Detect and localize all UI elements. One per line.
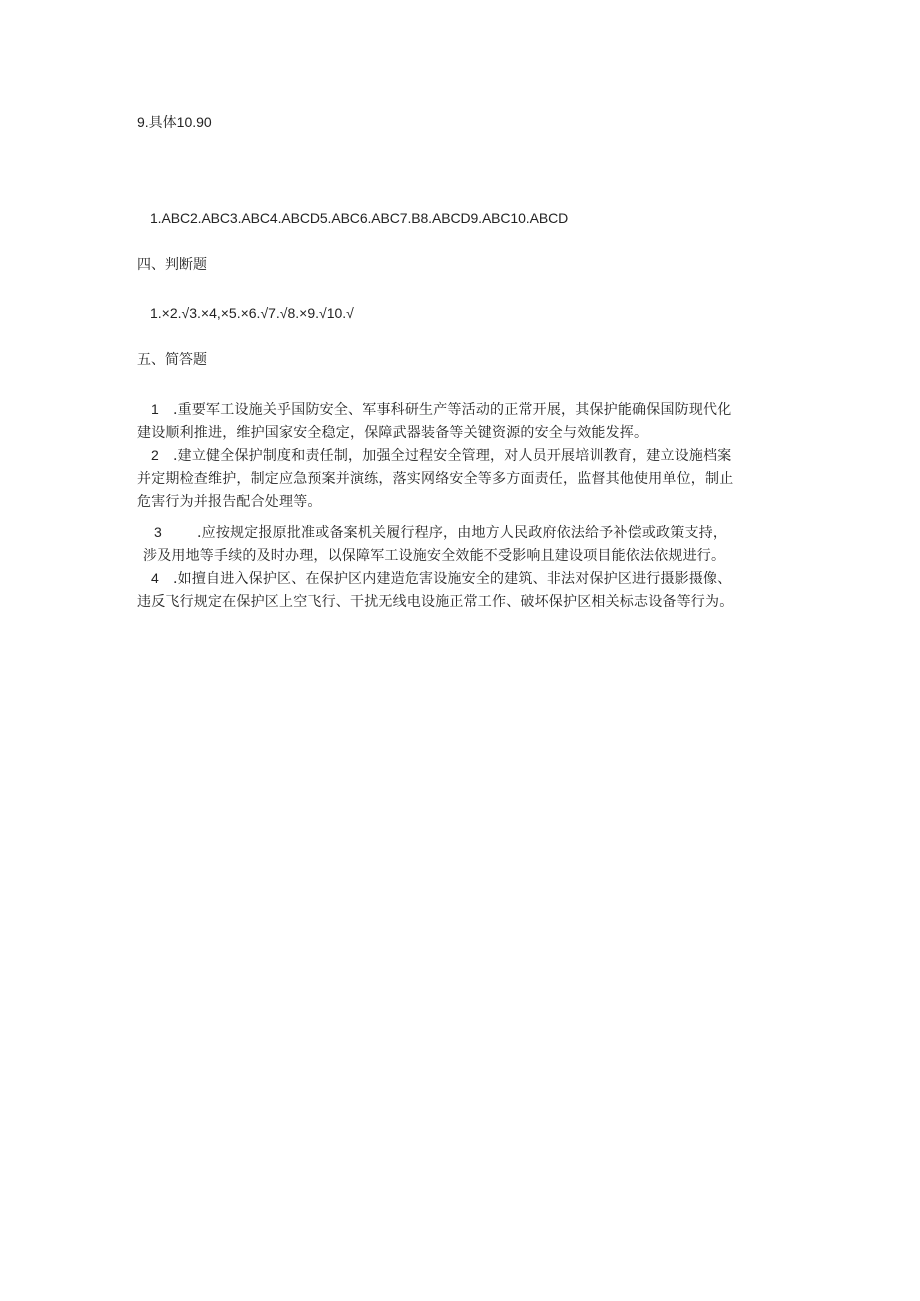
short-answer-heading: 五、简答题 [137,352,207,368]
item-text-line: 建设顺利推进，维护国家安全稳定，保障武器装备等关键资源的安全与效能发挥。 [137,425,649,441]
short-answer-item-1 [137,398,787,445]
item-text-line: 并定期检查维护，制定应急预案并演练，落实网络安全等多方面责任，监督其他使用单位，制止 [137,471,734,487]
item-text-line: 危害行为并报告配合处理等。 [137,494,322,510]
judgment-heading: 四、判断题 [137,257,207,273]
item-number: 2 [151,447,159,463]
item-text-line: .建立健全保护制度和责任制，加强全过程安全管理，对人员开展培训教育，建立设施档案 [173,448,732,464]
item-text-line: .重要军工设施关乎国防安全、军事科研生产等活动的正常开展，其保护能确保国防现代化 [173,402,732,418]
item-text-line: .应按规定报原批准或备案机关履行程序，由地方人民政府依法给予补偿或政策支持， [197,525,728,541]
multiple-choice-answers: 1.ABC2.ABC3.ABC4.ABCD5.ABC6.ABC7.B8.ABCD9.ABC10.ABCD [150,210,569,226]
item-number: 1 [151,401,159,417]
short-answer-item-3 [137,521,787,568]
short-answer-item-4 [137,567,787,614]
item-text-line: .如擅自进入保护区、在保护区内建造危害设施安全的建筑、非法对保护区进行摄影摄像、 [173,571,732,587]
judgment-answers: 1.×2.√3.×4,×5.×6.√7.√8.×9.√10.√ [150,305,354,321]
item-text-line: 违反飞行规定在保护区上空飞行、干扰无线电设施正常工作、破坏保护区相关标志设备等行为。 [137,594,734,610]
item-number: 3 [154,524,162,540]
item-number: 4 [151,570,159,586]
short-answer-item-2 [137,444,787,514]
fill-answer-tail: 9.具体10.90 [137,114,212,130]
item-text-line: 涉及用地等手续的及时办理，以保障军工设施安全效能不受影响且建设项目能依法依规进行。 [143,548,726,564]
